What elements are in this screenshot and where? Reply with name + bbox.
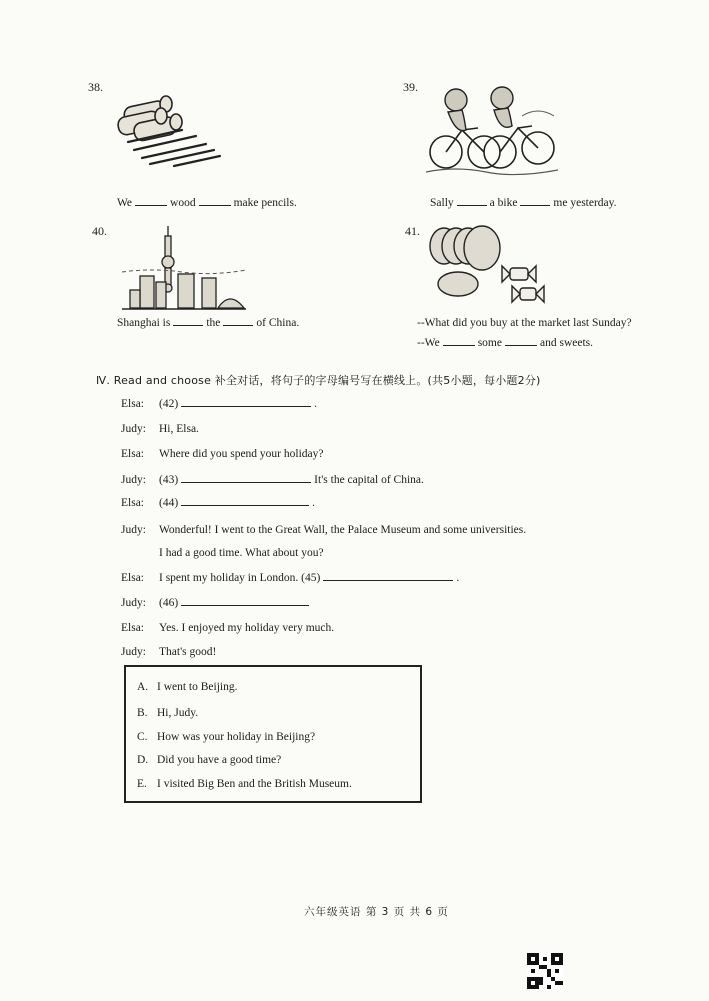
q38-blank-2[interactable]	[199, 204, 231, 206]
option-a: A. I went to Beijing.	[137, 681, 238, 693]
q40-blank-2[interactable]	[223, 324, 253, 326]
wood-and-pencils-illustration	[114, 92, 224, 170]
answer-blank-42[interactable]	[181, 405, 311, 407]
q38-blank-1[interactable]	[135, 204, 167, 206]
children-riding-bikes-illustration	[426, 86, 558, 178]
option-e: E. I visited Big Ben and the British Museum.	[137, 778, 352, 790]
q41-number: 41.	[405, 224, 420, 238]
page-footer: 六年级英语 第 3 页 共 6 页	[304, 906, 449, 918]
answer-blank-43[interactable]	[181, 481, 311, 483]
dialogue-line-9: Judy: (46)	[121, 597, 312, 609]
q40-number: 40.	[92, 224, 107, 238]
q39-sentence: Sally a bike me yesterday.	[430, 197, 617, 209]
dialogue-line-11: Judy: That's good!	[121, 646, 217, 658]
dialogue-line-10: Elsa: Yes. I enjoyed my holiday very much.	[121, 622, 335, 634]
q41-sentence: --We some and sweets.	[417, 337, 593, 349]
option-d: D. Did you have a good time?	[137, 754, 282, 766]
dialogue-line-1: Elsa: (42) .	[121, 398, 318, 410]
biscuits-and-sweets-illustration	[426, 224, 554, 308]
q39-blank-1[interactable]	[457, 204, 487, 206]
q41-question: --What did you buy at the market last Sunday?	[417, 317, 632, 329]
q38-sentence: We wood make pencils.	[117, 197, 297, 209]
q40-blank-1[interactable]	[173, 324, 203, 326]
dialogue-line-4: Judy: (43) It's the capital of China.	[121, 474, 424, 486]
dialogue-line-5: Elsa: (44) .	[121, 497, 316, 509]
q39-blank-2[interactable]	[520, 204, 550, 206]
options-box	[124, 665, 422, 803]
answer-blank-45[interactable]	[323, 579, 453, 581]
section4-heading: Ⅳ. Read and choose 补全对话，将句子的字母编号写在横线上。(共5小题，每小题2分)	[96, 374, 541, 387]
q41-blank-1[interactable]	[443, 344, 475, 346]
dialogue-line-8: Elsa: I spent my holiday in London. (45) .	[121, 572, 460, 584]
option-c: C. How was your holiday in Beijing?	[137, 731, 316, 743]
q39-number: 39.	[403, 80, 418, 94]
q40-sentence: Shanghai is the of China.	[117, 317, 300, 329]
option-b: B. Hi, Judy.	[137, 707, 199, 719]
dialogue-line-7: I had a good time. What about you?	[159, 547, 324, 559]
q41-blank-2[interactable]	[505, 344, 537, 346]
dialogue-line-3: Elsa: Where did you spend your holiday?	[121, 448, 324, 460]
shanghai-skyline-illustration	[122, 226, 246, 312]
dialogue-line-6: Judy: Wonderful! I went to the Great Wall, the Palace Museum and some universities.	[121, 524, 527, 536]
qr-code-icon	[527, 953, 563, 989]
answer-blank-46[interactable]	[181, 604, 309, 606]
answer-blank-44[interactable]	[181, 504, 309, 506]
q38-number: 38.	[88, 80, 103, 94]
dialogue-line-2: Judy: Hi, Elsa.	[121, 423, 199, 435]
